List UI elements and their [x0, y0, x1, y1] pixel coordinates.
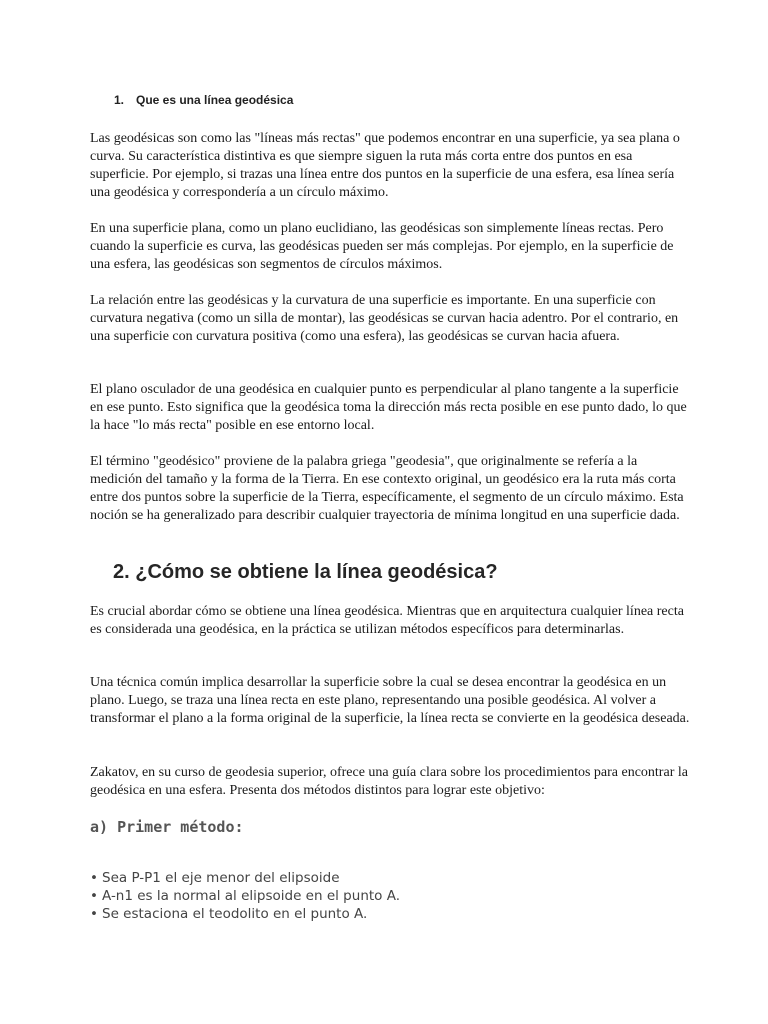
section-1-title: Que es una línea geodésica	[136, 93, 294, 107]
method-bullet-list	[90, 869, 400, 923]
bullet-icon: •	[90, 870, 98, 886]
list-item-text: Sea P-P1 el eje menor del elipsoide	[102, 870, 340, 886]
list-item-text: Se estaciona el teodolito en el punto A.	[102, 906, 368, 922]
bullet-icon: •	[90, 906, 98, 922]
paragraph-3: La relación entre las geodésicas y la curvatura de una superficie es importante. En una superficie con curvatura negativa (como un silla de montar), las geodésicas se curvan hacia adentro. Por el contrario, en una superficie con curvatura positiva (como una esfera), las geodésicas se curvan hacia afuera.	[90, 293, 679, 344]
paragraph-1: Las geodésicas son como las "líneas más rectas" que podemos encontrar en una superficie, ya sea plana o curva. Su característica distintiva es que siempre siguen la ruta más corta entre dos puntos en esa superficie. Por ejemplo, si trazas una línea entre dos puntos en la superficie de una esfera, esa línea sería una geodésica y correspondería a un círculo máximo.	[90, 131, 680, 200]
subsection-a-heading: a) Primer método:	[90, 818, 244, 836]
paragraph-2: En una superficie plana, como un plano euclidiano, las geodésicas son simplemente líneas rectas. Pero cuando la superficie es curva, las geodésicas pueden ser más complejas. Por ejemplo, en la superficie de una esfera, las geodésicas son segmentos de círculos máximos.	[90, 221, 674, 272]
paragraph-5: El término "geodésico" proviene de la palabra griega "geodesia", que originalmente se refería a la medición del tamaño y la forma de la Tierra. En ese contexto original, un geodésico era la ruta más corta entre dos puntos sobre la superficie de la Tierra, específicamente, el segmento de un círculo máximo. Esta noción se ha generalizado para describir cualquier trayectoria de mínima longitud en una superficie dada.	[90, 454, 684, 523]
paragraph-8: Zakatov, en su curso de geodesia superior, ofrece una guía clara sobre los procedimientos para encontrar la geodésica en una esfera. Presenta dos métodos distintos para lograr este objetivo:	[90, 765, 688, 798]
section-1-heading	[114, 93, 293, 107]
paragraph-7: Una técnica común implica desarrollar la superficie sobre la cual se desea encontrar la geodésica en un plano. Luego, se traza una línea recta en este plano, representando una posible geodésica. Al volver a transformar el plano a la forma original de la superficie, la línea recta se convierte en la geodésica deseada.	[90, 675, 690, 726]
paragraph-4: El plano osculador de una geodésica en cualquier punto es perpendicular al plano tangente a la superficie en ese punto. Esto significa que la geodésica toma la dirección más recta posible en ese punto dado, lo que la hace "lo más recta" posible en ese entorno local.	[90, 382, 687, 433]
list-item	[90, 905, 400, 923]
list-item	[90, 887, 400, 905]
section-1-number: 1.	[114, 93, 125, 107]
list-item	[90, 869, 400, 887]
section-2-heading: 2. ¿Cómo se obtiene la línea geodésica?	[113, 561, 498, 583]
list-item-text: A-n1 es la normal al elipsoide en el punto A.	[102, 888, 401, 904]
paragraph-6: Es crucial abordar cómo se obtiene una línea geodésica. Mientras que en arquitectura cualquier línea recta es considerada una geodésica, en la práctica se utilizan métodos específicos para determinarlas.	[90, 604, 684, 637]
bullet-icon: •	[90, 888, 98, 904]
